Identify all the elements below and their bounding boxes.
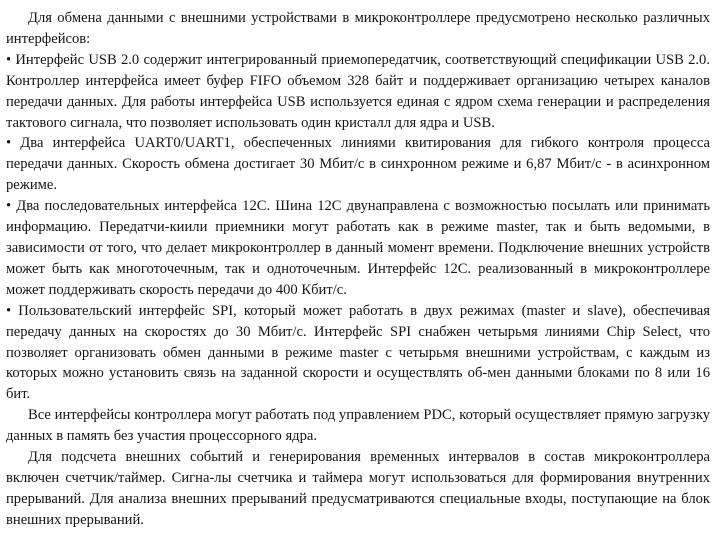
document-body [6, 8, 710, 531]
usb-interface-bullet: • Интерфейс USB 2.0 содержит интегрированный приемопередатчик, соответствующий спецификации USB 2.0. Контроллер интерфейса имеет буфер FIFO объемом 328 байт и поддерживает организацию четырех каналов передачи данных. Для работы интерфейса USB используется единая с ядром схема генерации и распределения тактового сигнала, что позволяет использовать один кристалл для ядра и USB. [6, 51, 710, 131]
uart-interface-bullet: • Два интерфейса UART0/UART1, обеспеченных линиями квитирования для гибкого контроля процесса передачи данных. Скорость обмена достигает 30 Мбит/с в синхронном режиме и 6,87 Мбит/с - в асинхронном режиме. [6, 135, 710, 194]
counter-timer-paragraph: Для подсчета внешних событий и генерирования временных интервалов в состав микроконтроллера включен счетчик/таймер. Сигна-лы счетчика и таймера могут использоваться для формирования внутренних прерываний. Для анализа внешних прерываний предусматриваются специальные входы, поступающие на блок внешних прерываний. [6, 449, 710, 528]
spi-interface-bullet: • Пользовательский интерфейс SPI, который может работать в двух режимах (master и slave), обеспечивая передачу данных на скоростях до 30 Мбит/с. Интерфейс SPI снабжен четырьмя линиями Chip Select, что позволяет организовать обмен данными в режиме master с четырьмя внешними устройствам, с каждым из которых можно установить связь на заданной скорости и осуществлять об-мен данными блоками по 8 или 16 бит. [6, 302, 710, 403]
intro-paragraph: Для обмена данными с внешними устройствами в микроконтроллере предусмотрено несколько различных интерфейсов: [6, 10, 710, 47]
pdc-paragraph: Все интерфейсы контроллера могут работать под управлением PDC, который осуществляет прямую загрузку данных в память без участия процессорного ядра. [6, 407, 710, 445]
i2c-interface-bullet: • Два последовательных интерфейса 12C. Шина 12C двунаправлена с возможностью посылать или принимать информацию. Передатчи-киили приемники могут работать как в режиме master, так и быть ведомыми, в зависимости от того, что делает микроконтроллер в данный момент времени. Подключение внешних устройств может быть как многоточечным, так и одноточечным. Интерфейс 12C. реализованный в микроконтроллере может поддерживать скорость передачи до 400 Кбит/с. [6, 198, 710, 298]
